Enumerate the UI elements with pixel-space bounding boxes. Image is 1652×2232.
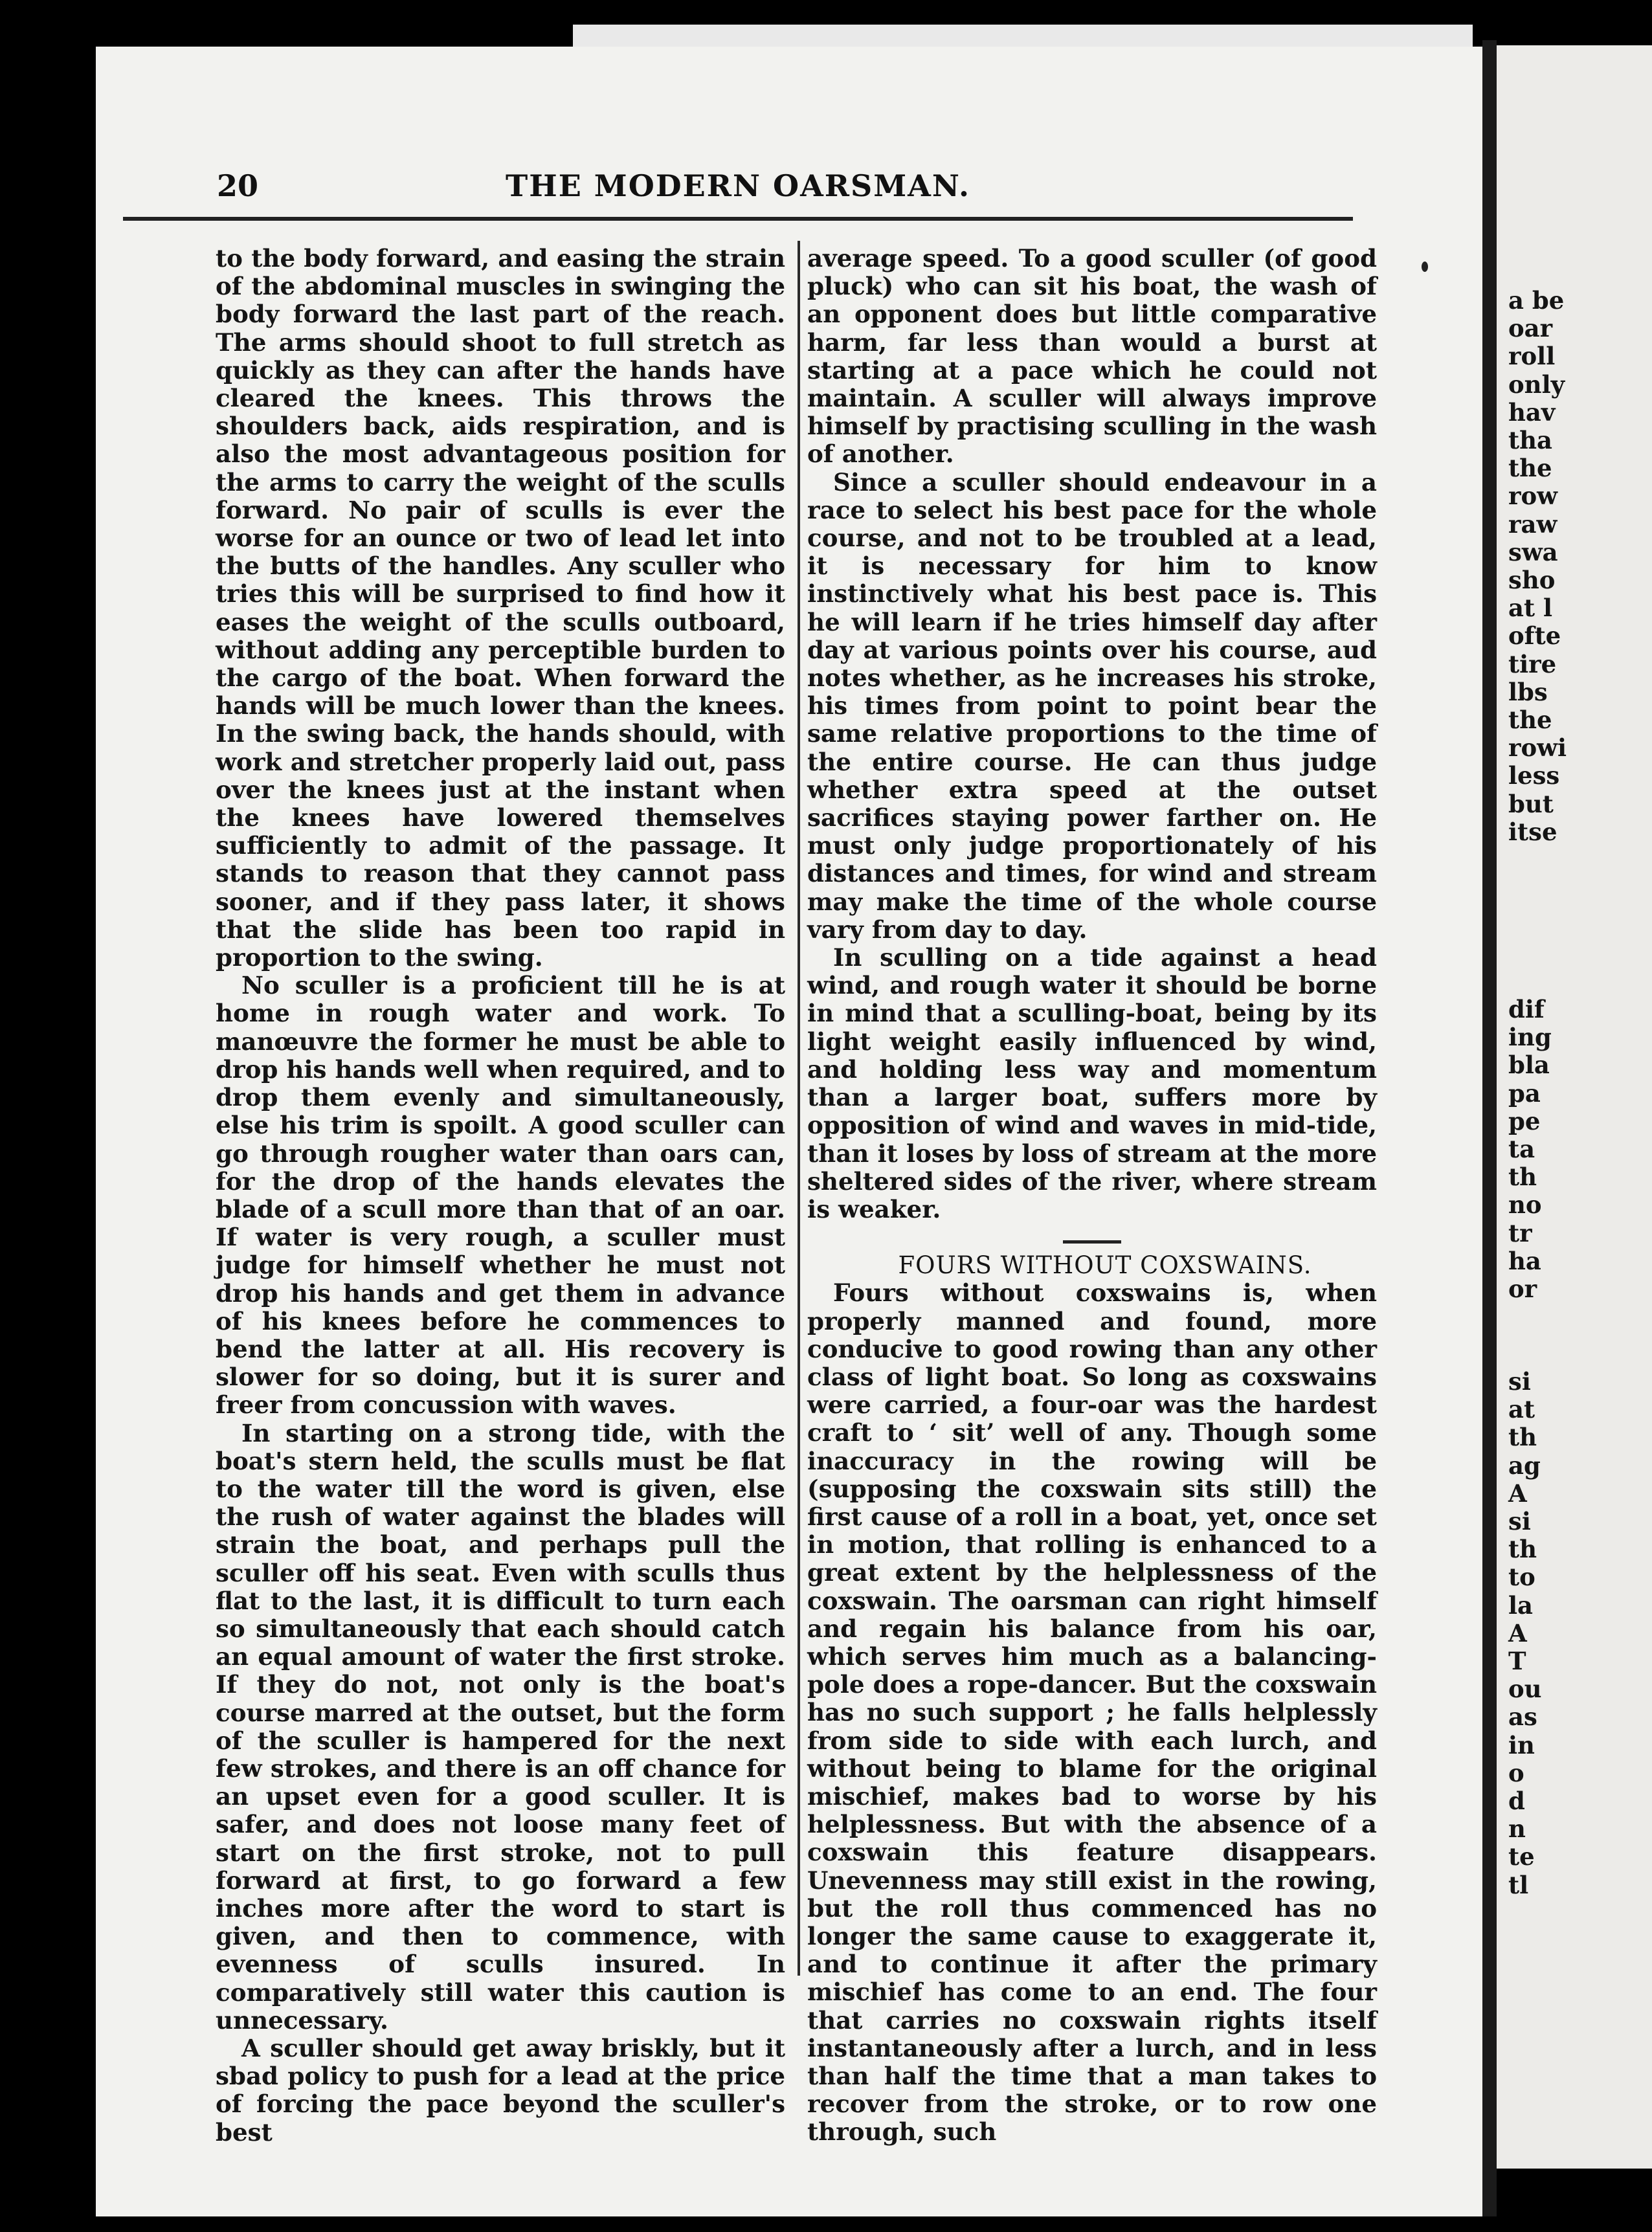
next-page-fragment: but	[1508, 789, 1554, 818]
next-page-fragment: at	[1508, 1395, 1535, 1424]
next-page-fragment: itse	[1508, 817, 1557, 846]
next-page-fragment: less	[1508, 761, 1560, 790]
next-page-fragment: o	[1508, 1758, 1524, 1787]
next-page-fragment: sho	[1508, 566, 1556, 594]
next-page-fragment: th	[1508, 1163, 1537, 1192]
next-page-fragment: si	[1508, 1507, 1531, 1535]
next-page-fragment: th	[1508, 1535, 1537, 1564]
paragraph: In sculling on a tide against a head wind, and rough water it should be borne in mind that a sculling-boat, being by its light weight easily influenced by wind, and holding less way and momentum than a larger boat, suffers more by opposition of wind and waves in mid-tide, than it loses by loss of stream at the more sheltered sides of the river, where stream is weaker.	[807, 943, 1377, 1223]
paragraph: Since a sculler should endeavour in a race to select his best pace for the whole course, and not to be troubled at a lead, it is necessary for him to know instinctively what his best pace is. This he will learn if he tries himself day after day at various points over his course, aud notes whether, as he increases his stroke, his times from point to point bear the same relative proportions to the time of the entire course. He can thus judge whether extra speed at the outset sacrifices staying power farther on. He must only judge proportionately of his distances and times, for wind and stream may make the time of the whole course vary from day to day.	[807, 467, 1377, 944]
next-page-fragment: ofte	[1508, 621, 1561, 651]
paragraph: to the body forward, and easing the strain of the abdominal muscles in swinging the body forward the last part of the reach. The arms should shoot to full stretch as quickly as they can after the hands have cleared the knees. This throws the shoulders back, aids respiration, and is also the most advantageous position for the arms to carry the weight of the sculls forward. No pair of sculls is ever the worse for an ounce or two of lead let into the butts of the handles. Any sculler who tries this will be surprised to find how it eases the weight of the sculls outboard, without adding any perceptible burden to the cargo of the boat. When forward the hands will be much lower than the knees. In the swing back, the hands should, with work and stretcher properly laid out, pass over the knees just at the instant when the knees have lowered themselves sufficiently to admit of the passage. It stands to reason that they cannot pass sooner, and if they pass later, it shows that the slide has been too rapid in proportion to the swing.	[216, 244, 785, 972]
next-page-fragment: th	[1508, 1423, 1537, 1452]
next-page-fragment: A	[1508, 1618, 1527, 1647]
ink-speck	[1422, 262, 1428, 272]
page-header	[123, 97, 1353, 203]
next-page-fragment: ou	[1508, 1675, 1542, 1704]
next-page-fragment: pa	[1508, 1078, 1541, 1108]
paragraph: A sculler should get away briskly, but it sbad policy to push for a lead at the price of forcing the pace beyond the sculler's best	[216, 2034, 785, 2147]
next-page-fragment: si	[1508, 1367, 1531, 1396]
next-page-fragment: tr	[1508, 1218, 1532, 1247]
next-page-fragment: only	[1508, 370, 1565, 399]
paragraph: Fours without coxswains is, when properly manned and found, more conducive to good rowing than any other class of light boat. So long as coxswains were carried, a four-oar was the hardest craft to ‘ sit’ well of any. Though some inaccuracy in the rowing will be (supposing the coxswain sits still) the first cause of a roll in a boat, yet, once set in motion, that rolling is enhanced to a great extent by the helplessness of the coxswain. The oarsman can right himself and regain his balance from his oar, which serves him much as a balancing-pole does a rope-dancer. But the coxswain has no such support ; he falls helplessly from side to side with each lurch, and without being to blame for the original mischief, makes bad to worse by his helplessness. But with the absence of a coxswain this feature disappears. Unevenness may still exist in the rowing, but the roll thus commenced has no longer the same cause to exaggerate it, and to continue it after the primary mischief has come to an end. The four that carries no coxswain rights itself instantaneously after a lurch, and in less than half the time that a man takes to recover from the stroke, or to row one through, such	[807, 1278, 1377, 2147]
paragraph: In starting on a strong tide, with the boat's stern held, the sculls must be flat to the water till the word is given, else the rush of water against the blades will strain the boat, and perhaps pull the sculler off his seat. Even with sculls thus flat to the last, it is difficult to turn each so simultaneously that each should catch an equal amount of water the first stroke. If they do not, not only is the boat's course marred at the outset, but the form of the sculler is hampered for the next few strokes, and there is an off chance for an upset even for a good sculler. It is safer, and does not loose many feet of start on the first stroke, not to pull forward at first, to go forward a few inches more after the word to start is given, and then to commence, with evenness of sculls insured. In comparatively still water this caution is unnecessary.	[216, 1418, 785, 2035]
page-number: 20	[217, 168, 259, 203]
next-page-fragment: at l	[1508, 594, 1553, 623]
next-page-fragment: the	[1508, 706, 1552, 734]
next-page-fragment: T	[1508, 1647, 1526, 1675]
next-page-fragment: d	[1508, 1787, 1525, 1815]
page-gutter	[1482, 40, 1497, 2216]
paragraph: No sculler is a proficient till he is at home in rough water and work. To manœuvre the former he must be able to drop his hands well when required, and to drop them evenly and simultaneously, else his trim is spoilt. A good sculler can go through rougher water than oars can, for the drop of the hands elevates the blade of a scull more than that of an oar. If water is very rough, a sculler must judge for himself whether he must not drop his hands and get them in advance of his knees before he commences to bend the latter at all. His recovery is slower for so doing, but it is surer and freer from concussion with waves.	[216, 971, 785, 1420]
next-page-fragment: pe	[1508, 1106, 1541, 1135]
next-page-fragment: raw	[1508, 509, 1557, 539]
next-page-fragment: te	[1508, 1842, 1535, 1871]
paragraph: average speed. To a good sculler (of good pluck) who can sit his boat, the wash of an opponent does but little comparative harm, far less than would a burst at starting at a pace which he could not maintain. A sculler will always improve himself by practising sculling in the wash of another.	[807, 244, 1377, 469]
next-page-fragment: swa	[1508, 537, 1558, 566]
next-page-fragment: lbs	[1508, 677, 1548, 706]
section-rule	[1063, 1240, 1121, 1244]
next-page-fragment: the	[1508, 454, 1552, 483]
next-page-fragment: roll	[1508, 342, 1556, 371]
next-page-fragment: dif	[1508, 995, 1545, 1023]
right-column	[807, 245, 1377, 2147]
next-page-fragment: hav	[1508, 397, 1556, 427]
next-page-fragment: as	[1508, 1702, 1537, 1732]
next-page-edge	[1497, 45, 1652, 2169]
left-column	[216, 245, 785, 2147]
next-page-fragment: la	[1508, 1590, 1534, 1620]
next-page-fragment: tl	[1508, 1870, 1529, 1899]
next-page-fragment: ta	[1508, 1135, 1535, 1163]
column-rule	[798, 241, 800, 1976]
section-heading: FOURS WITHOUT COXSWAINS.	[898, 1251, 1312, 1280]
next-page-fragment: to	[1508, 1563, 1535, 1592]
next-page-fragment: n	[1508, 1814, 1526, 1844]
next-page-fragment: no	[1508, 1190, 1542, 1220]
next-page-fragment: bla	[1508, 1051, 1550, 1080]
next-page-fragment: A	[1508, 1479, 1527, 1508]
next-page-fragment: or	[1508, 1275, 1537, 1303]
running-title: THE MODERN OARSMAN.	[506, 168, 970, 203]
next-page-fragment: row	[1508, 482, 1558, 511]
next-page-fragment: oar	[1508, 314, 1553, 343]
next-page-fragment: ing	[1508, 1023, 1552, 1052]
next-page-fragment: in	[1508, 1730, 1535, 1759]
next-page-fragment: ha	[1508, 1246, 1541, 1275]
next-page-fragment: tha	[1508, 426, 1552, 454]
header-rule	[123, 217, 1353, 221]
next-page-fragment: rowi	[1508, 733, 1567, 763]
next-page-fragment: ag	[1508, 1451, 1541, 1480]
next-page-fragment: tire	[1508, 649, 1557, 678]
next-page-fragment: a be	[1508, 286, 1565, 315]
